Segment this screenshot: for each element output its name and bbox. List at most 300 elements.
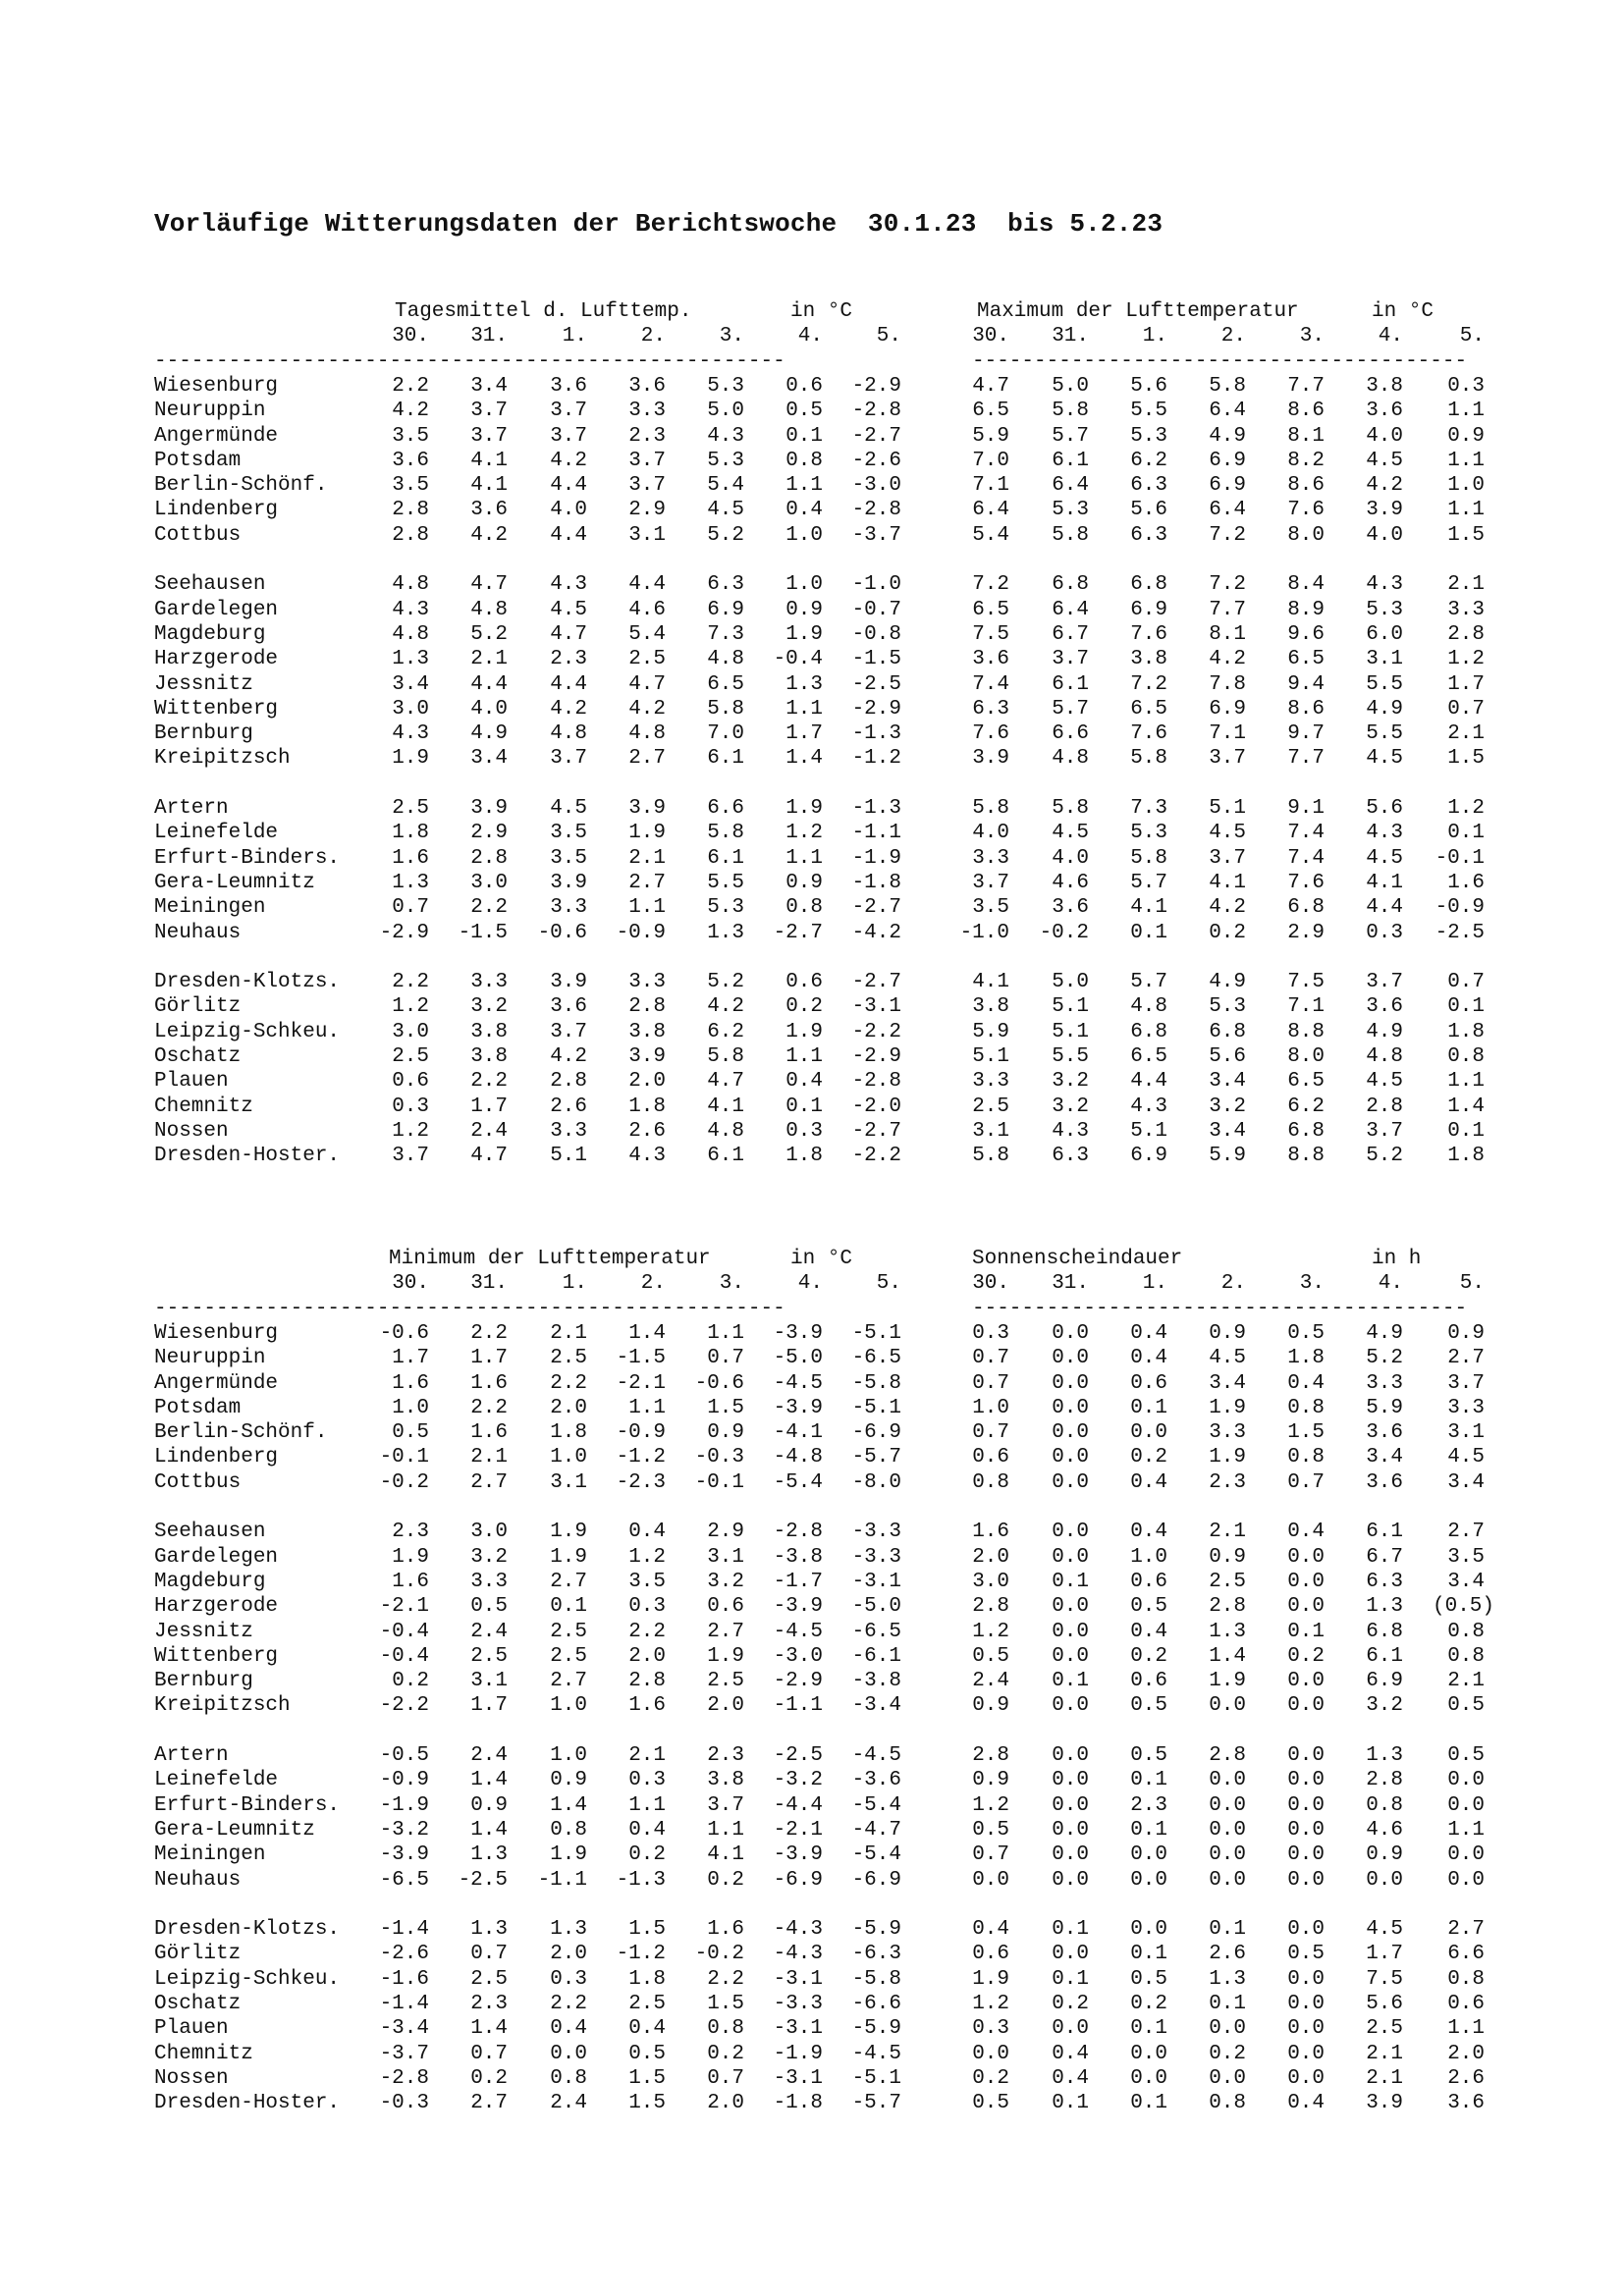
table-cell: 6.5 [1130, 1045, 1167, 1068]
table-cell: 0.0 [1052, 1818, 1089, 1842]
table-cell: 0.7 [470, 1943, 508, 1966]
table-cell: 4.4 [1130, 1070, 1167, 1094]
table-cell: 2.4 [972, 1670, 1009, 1693]
station-name: Plauen [154, 2017, 229, 2041]
table-cell: 1.4 [470, 2017, 508, 2041]
table-cell: 2.8 [972, 1744, 1009, 1767]
station-name: Gardelegen [154, 598, 279, 621]
table-cell: 5.2 [707, 971, 744, 994]
table-cell: 0.8 [1447, 1967, 1485, 1991]
table-cell: -0.4 [379, 1644, 429, 1668]
table-cell: 5.8 [1130, 747, 1167, 771]
table-cell: 3.3 [470, 971, 508, 994]
table-cell: 0.8 [550, 1818, 587, 1842]
day-header-left: 4. [797, 325, 823, 348]
table-cell: 8.6 [1287, 697, 1325, 721]
table-cell: -0.2 [379, 1470, 429, 1494]
table-cell: 1.2 [1447, 797, 1485, 820]
table-cell: 5.8 [1130, 846, 1167, 870]
table-cell: -2.7 [851, 424, 901, 448]
table-cell: 1.2 [1447, 648, 1485, 671]
table-cell: -6.9 [851, 1868, 901, 1892]
table-cell: 0.1 [1130, 2092, 1167, 2115]
table-cell: 3.4 [470, 374, 508, 398]
table-cell: 0.5 [1287, 1943, 1325, 1966]
table-cell: 4.3 [550, 573, 587, 597]
table-cell: 2.3 [628, 424, 666, 448]
table-cell: 3.8 [1366, 374, 1403, 398]
table-cell: 1.0 [550, 1694, 587, 1718]
section-unit-left: in °C [790, 300, 853, 323]
table-cell: 3.6 [1366, 1421, 1403, 1445]
table-cell: 4.2 [1209, 648, 1246, 671]
table-cell: -2.2 [851, 1020, 901, 1043]
table-cell: 2.0 [550, 1943, 587, 1966]
table-cell: 0.5 [972, 1818, 1009, 1842]
table-cell: 0.4 [1052, 2066, 1089, 2090]
table-cell: -2.6 [379, 1943, 429, 1966]
table-cell: 5.3 [1052, 499, 1089, 522]
table-cell: -2.1 [773, 1818, 823, 1842]
station-name: Neuruppin [154, 1347, 266, 1370]
station-name: Magdeburg [154, 622, 266, 646]
table-cell: 4.5 [1366, 1918, 1403, 1942]
table-cell: 2.8 [628, 995, 666, 1019]
table-cell: 3.1 [550, 1470, 587, 1494]
table-cell: 1.1 [1447, 1818, 1485, 1842]
table-cell: 2.9 [707, 1521, 744, 1544]
table-cell: -4.8 [773, 1446, 823, 1469]
table-cell: 1.0 [1130, 1545, 1167, 1569]
table-cell: 2.9 [628, 499, 666, 522]
table-cell: 4.7 [550, 622, 587, 646]
table-cell: 5.2 [707, 523, 744, 547]
table-cell: 3.3 [470, 1570, 508, 1593]
table-cell: 1.6 [392, 1570, 429, 1593]
table-cell: -3.1 [851, 1570, 901, 1593]
table-cell: 2.7 [628, 871, 666, 894]
table-cell: 0.4 [628, 1521, 666, 1544]
table-cell: 3.6 [1366, 1470, 1403, 1494]
table-cell: 3.8 [470, 1045, 508, 1068]
table-cell: 4.7 [470, 573, 508, 597]
table-cell: 6.7 [1366, 1545, 1403, 1569]
table-cell: 0.2 [628, 1843, 666, 1867]
table-cell: 2.4 [470, 1744, 508, 1767]
table-cell: 2.5 [392, 1045, 429, 1068]
table-cell: -0.1 [379, 1446, 429, 1469]
table-cell: 2.8 [470, 846, 508, 870]
table-cell: -5.7 [851, 1446, 901, 1469]
table-cell: 5.1 [1052, 995, 1089, 1019]
table-cell: 2.5 [1366, 2017, 1403, 2041]
table-cell: 0.1 [1209, 1918, 1246, 1942]
table-cell: -1.0 [959, 921, 1009, 944]
table-cell: 1.9 [550, 1521, 587, 1544]
table-cell: 1.2 [972, 1793, 1009, 1817]
table-cell: 4.7 [628, 672, 666, 696]
table-cell: 4.3 [1366, 822, 1403, 845]
table-cell: 8.4 [1287, 573, 1325, 597]
table-cell: -1.4 [379, 1918, 429, 1942]
table-cell: 1.5 [628, 1918, 666, 1942]
table-cell: 5.8 [972, 1145, 1009, 1168]
table-cell: -1.8 [851, 871, 901, 894]
table-cell: 3.6 [550, 995, 587, 1019]
table-cell: -1.2 [616, 1446, 666, 1469]
table-cell: 6.8 [1366, 1620, 1403, 1643]
station-name: Harzgerode [154, 1595, 279, 1619]
table-cell: 0.0 [550, 2042, 587, 2065]
table-cell: 2.5 [550, 1347, 587, 1370]
table-cell: 0.9 [470, 1793, 508, 1817]
table-cell: 4.5 [1209, 822, 1246, 845]
table-cell: 6.2 [1287, 1095, 1325, 1118]
table-cell: -2.5 [773, 1744, 823, 1767]
table-cell: 0.0 [1130, 2042, 1167, 2065]
table-cell: 3.7 [550, 400, 587, 423]
table-cell: 0.5 [1447, 1744, 1485, 1767]
table-cell: 0.7 [972, 1371, 1009, 1395]
table-cell: 1.1 [1447, 400, 1485, 423]
table-cell: 4.5 [1366, 1070, 1403, 1094]
station-name: Görlitz [154, 1943, 242, 1966]
table-cell: 5.3 [707, 374, 744, 398]
day-header-left: 30. [392, 1272, 429, 1296]
station-name: Chemnitz [154, 2042, 253, 2065]
table-cell: 4.0 [972, 822, 1009, 845]
table-cell: 0.7 [1447, 971, 1485, 994]
table-cell: 0.8 [1447, 1620, 1485, 1643]
table-cell: 8.9 [1287, 598, 1325, 621]
table-cell: 4.3 [392, 722, 429, 746]
table-cell: 4.5 [707, 499, 744, 522]
table-cell: -2.5 [458, 1868, 508, 1892]
table-cell: 3.7 [707, 1793, 744, 1817]
station-name: Oschatz [154, 1993, 242, 2015]
table-cell: 0.3 [785, 1119, 823, 1143]
station-name: Berlin-Schönf. [154, 1421, 328, 1445]
table-cell: 1.1 [628, 1396, 666, 1419]
station-name: Artern [154, 1744, 229, 1767]
table-cell: 0.0 [1447, 1868, 1485, 1892]
table-cell: -2.9 [773, 1670, 823, 1693]
station-name: Gardelegen [154, 1545, 279, 1569]
table-cell: 4.2 [470, 523, 508, 547]
table-cell: 1.6 [470, 1421, 508, 1445]
table-cell: 3.8 [707, 1769, 744, 1792]
table-cell: 5.7 [1052, 697, 1089, 721]
table-cell: 7.5 [972, 622, 1009, 646]
day-header-right: 5. [1459, 1272, 1485, 1296]
table-cell: 5.4 [972, 523, 1009, 547]
table-cell: -6.5 [379, 1868, 429, 1892]
table-cell: 0.0 [1052, 2017, 1089, 2041]
day-header-right: 31. [1052, 325, 1089, 348]
table-cell: 0.0 [1052, 1446, 1089, 1469]
section-title-right: Maximum der Lufttemperatur [977, 300, 1299, 323]
table-cell: 0.8 [1287, 1396, 1325, 1419]
table-cell: 6.7 [1052, 622, 1089, 646]
table-cell: 0.1 [1130, 1396, 1167, 1419]
table-cell: 1.0 [392, 1396, 429, 1419]
table-cell: 1.4 [550, 1793, 587, 1817]
table-cell: -1.2 [851, 747, 901, 771]
table-cell: 4.2 [550, 449, 587, 472]
table-cell: 4.0 [470, 697, 508, 721]
table-cell: 2.2 [550, 1993, 587, 2015]
table-cell: -5.4 [851, 1793, 901, 1817]
table-cell: 5.5 [1130, 400, 1167, 423]
table-cell: 2.6 [628, 1119, 666, 1143]
table-cell: 3.0 [392, 697, 429, 721]
table-cell: 4.8 [470, 598, 508, 621]
table-cell: 0.2 [707, 2042, 744, 2065]
table-cell: 0.0 [1287, 1993, 1325, 2015]
table-cell: 4.5 [1366, 449, 1403, 472]
table-cell: -4.3 [773, 1943, 823, 1966]
table-cell: 3.7 [1052, 648, 1089, 671]
table-cell: 1.5 [1447, 747, 1485, 771]
table-cell: 0.0 [1447, 1769, 1485, 1792]
table-cell: 5.8 [1052, 523, 1089, 547]
table-cell: 0.9 [785, 871, 823, 894]
table-cell: 0.3 [392, 1095, 429, 1118]
table-cell: -1.3 [851, 797, 901, 820]
table-cell: 3.6 [1366, 400, 1403, 423]
day-header-right: 5. [1459, 325, 1485, 348]
table-cell: 0.8 [972, 1470, 1009, 1494]
table-cell: 0.8 [1447, 1644, 1485, 1668]
table-cell: 0.0 [1287, 1918, 1325, 1942]
table-cell: 0.1 [785, 1095, 823, 1118]
table-cell: 5.2 [1366, 1145, 1403, 1168]
table-cell: 6.9 [1130, 1145, 1167, 1168]
table-cell: 2.8 [550, 1070, 587, 1094]
station-name: Wittenberg [154, 1644, 279, 1668]
table-cell: 0.5 [972, 2092, 1009, 2115]
table-cell: 4.7 [470, 1145, 508, 1168]
table-cell: 0.0 [1287, 1545, 1325, 1569]
day-header-left: 1. [562, 325, 587, 348]
table-cell: 0.0 [1209, 2066, 1246, 2090]
day-header-left: 31. [470, 1272, 508, 1296]
table-cell: 3.5 [972, 896, 1009, 920]
table-cell: -2.9 [851, 1045, 901, 1068]
table-cell: 5.2 [470, 622, 508, 646]
table-cell: -2.8 [851, 1070, 901, 1094]
table-cell: 0.2 [1130, 1446, 1167, 1469]
table-cell: -1.3 [616, 1868, 666, 1892]
day-header-right: 3. [1299, 1272, 1325, 1296]
table-cell: -3.4 [851, 1694, 901, 1718]
table-cell: 2.1 [470, 648, 508, 671]
table-cell: 2.5 [392, 797, 429, 820]
table-cell: 6.6 [1052, 722, 1089, 746]
table-cell: 0.0 [1052, 1545, 1089, 1569]
table-cell: 5.8 [1209, 374, 1246, 398]
table-cell: 6.9 [1366, 1670, 1403, 1693]
table-cell: 4.9 [1209, 424, 1246, 448]
day-header-left: 30. [392, 325, 429, 348]
table-cell: -2.7 [851, 971, 901, 994]
station-name: Angermünde [154, 1371, 279, 1395]
table-cell: 3.7 [470, 424, 508, 448]
table-cell: 1.1 [628, 1793, 666, 1817]
table-cell: 2.0 [707, 1694, 744, 1718]
station-name: Wittenberg [154, 697, 279, 721]
table-cell: 3.2 [707, 1570, 744, 1593]
table-cell: 2.2 [470, 1321, 508, 1345]
table-cell: 0.7 [707, 1347, 744, 1370]
table-cell: 2.3 [1130, 1793, 1167, 1817]
table-cell: -4.1 [773, 1421, 823, 1445]
table-cell: 2.3 [550, 648, 587, 671]
table-cell: 1.1 [707, 1818, 744, 1842]
table-cell: 1.9 [628, 822, 666, 845]
table-cell: -5.7 [851, 2092, 901, 2115]
table-cell: -2.8 [379, 2066, 429, 2090]
table-cell: 3.4 [1209, 1070, 1246, 1094]
table-cell: 0.2 [1130, 1644, 1167, 1668]
day-header-right: 2. [1220, 325, 1246, 348]
station-name: Angermünde [154, 424, 279, 448]
table-cell: 0.0 [1287, 1570, 1325, 1593]
table-cell: -4.5 [773, 1371, 823, 1395]
table-cell: 0.1 [1130, 1943, 1167, 1966]
table-cell: 2.7 [628, 747, 666, 771]
table-cell: 1.3 [392, 871, 429, 894]
table-cell: -3.3 [851, 1545, 901, 1569]
table-cell: 5.3 [707, 449, 744, 472]
table-cell: -5.8 [851, 1371, 901, 1395]
table-cell: -1.1 [773, 1694, 823, 1718]
table-cell: 5.0 [1052, 374, 1089, 398]
table-cell: -2.5 [1435, 921, 1485, 944]
table-cell: 0.0 [1447, 1793, 1485, 1817]
table-cell: 0.0 [972, 2042, 1009, 2065]
table-cell: 1.3 [1366, 1595, 1403, 1619]
table-cell: 0.1 [550, 1595, 587, 1619]
table-cell: 8.6 [1287, 400, 1325, 423]
table-cell: 1.9 [707, 1644, 744, 1668]
table-cell: 8.8 [1287, 1020, 1325, 1043]
station-name: Meiningen [154, 896, 266, 920]
table-cell: 7.2 [1130, 672, 1167, 696]
table-cell: 2.8 [392, 523, 429, 547]
table-cell: 0.7 [972, 1421, 1009, 1445]
table-cell: 6.5 [1287, 648, 1325, 671]
table-cell: 4.1 [470, 449, 508, 472]
table-cell: 6.5 [1287, 1070, 1325, 1094]
table-cell: 2.7 [470, 1470, 508, 1494]
table-cell: 4.7 [972, 374, 1009, 398]
table-cell: 0.1 [785, 424, 823, 448]
table-cell: 1.8 [1287, 1347, 1325, 1370]
table-cell: 0.0 [1366, 1868, 1403, 1892]
table-cell: -5.8 [851, 1967, 901, 1991]
table-cell: 0.0 [1209, 1769, 1246, 1792]
table-cell: 2.0 [628, 1070, 666, 1094]
table-cell: -4.3 [773, 1918, 823, 1942]
table-cell: 0.3 [1366, 921, 1403, 944]
table-cell: 5.5 [1366, 672, 1403, 696]
table-cell: 7.4 [1287, 822, 1325, 845]
day-header-right: 1. [1142, 325, 1167, 348]
table-cell: 2.8 [972, 1595, 1009, 1619]
table-cell: 2.0 [707, 2092, 744, 2115]
table-cell: -3.9 [773, 1595, 823, 1619]
table-cell: 3.7 [550, 424, 587, 448]
table-cell: 0.9 [1209, 1321, 1246, 1345]
table-cell: 0.0 [1209, 1843, 1246, 1867]
station-name: Dresden-Klotzs. [154, 1918, 341, 1942]
table-cell: -1.5 [616, 1347, 666, 1370]
table-cell: 1.8 [550, 1421, 587, 1445]
station-name: Cottbus [154, 1470, 242, 1494]
table-cell: 7.6 [1287, 871, 1325, 894]
table-cell: 0.1 [1130, 1818, 1167, 1842]
table-cell: 4.1 [1130, 896, 1167, 920]
table-cell: 5.8 [707, 1045, 744, 1068]
table-cell: 3.1 [707, 1545, 744, 1569]
table-cell: 4.4 [550, 523, 587, 547]
table-cell: 1.5 [628, 2066, 666, 2090]
table-cell: 3.3 [628, 971, 666, 994]
table-cell: 3.4 [470, 747, 508, 771]
table-cell: 8.2 [1287, 449, 1325, 472]
table-cell: 1.1 [628, 896, 666, 920]
table-cell: 3.6 [628, 374, 666, 398]
table-cell: 4.8 [392, 573, 429, 597]
table-cell: -0.9 [1435, 896, 1485, 920]
table-cell: 2.2 [550, 1371, 587, 1395]
table-cell: 4.0 [1052, 846, 1089, 870]
table-cell: 1.9 [785, 1020, 823, 1043]
table-cell: 0.0 [1287, 1670, 1325, 1693]
table-cell: 6.3 [1052, 1145, 1089, 1168]
table-cell: 0.0 [1052, 1744, 1089, 1767]
table-cell: 1.8 [1447, 1145, 1485, 1168]
table-cell: 2.7 [1447, 1521, 1485, 1544]
table-cell: -2.0 [851, 1095, 901, 1118]
table-cell: 5.5 [707, 871, 744, 894]
table-cell: 1.3 [392, 648, 429, 671]
table-cell: 4.8 [1366, 1045, 1403, 1068]
table-cell: 0.0 [1052, 1595, 1089, 1619]
table-cell: -2.7 [773, 921, 823, 944]
station-name: Berlin-Schönf. [154, 474, 328, 498]
table-cell: 1.8 [628, 1095, 666, 1118]
table-cell: 5.6 [1130, 374, 1167, 398]
table-cell: 1.4 [1447, 1095, 1485, 1118]
section-unit-left: in °C [790, 1248, 853, 1270]
station-name: Nossen [154, 2066, 229, 2090]
table-cell: 0.7 [1447, 697, 1485, 721]
table-cell: -0.6 [537, 921, 587, 944]
table-cell: 5.1 [550, 1145, 587, 1168]
table-cell: -3.1 [773, 2017, 823, 2041]
table-cell: 0.2 [1287, 1644, 1325, 1668]
table-cell: 0.8 [1366, 1793, 1403, 1817]
table-cell: 3.5 [550, 846, 587, 870]
table-cell: -6.1 [851, 1644, 901, 1668]
table-cell: 0.4 [972, 1918, 1009, 1942]
table-cell: 0.7 [470, 2042, 508, 2065]
table-cell: 0.0 [1052, 1620, 1089, 1643]
table-cell: 2.7 [550, 1570, 587, 1593]
table-cell: 4.2 [628, 697, 666, 721]
